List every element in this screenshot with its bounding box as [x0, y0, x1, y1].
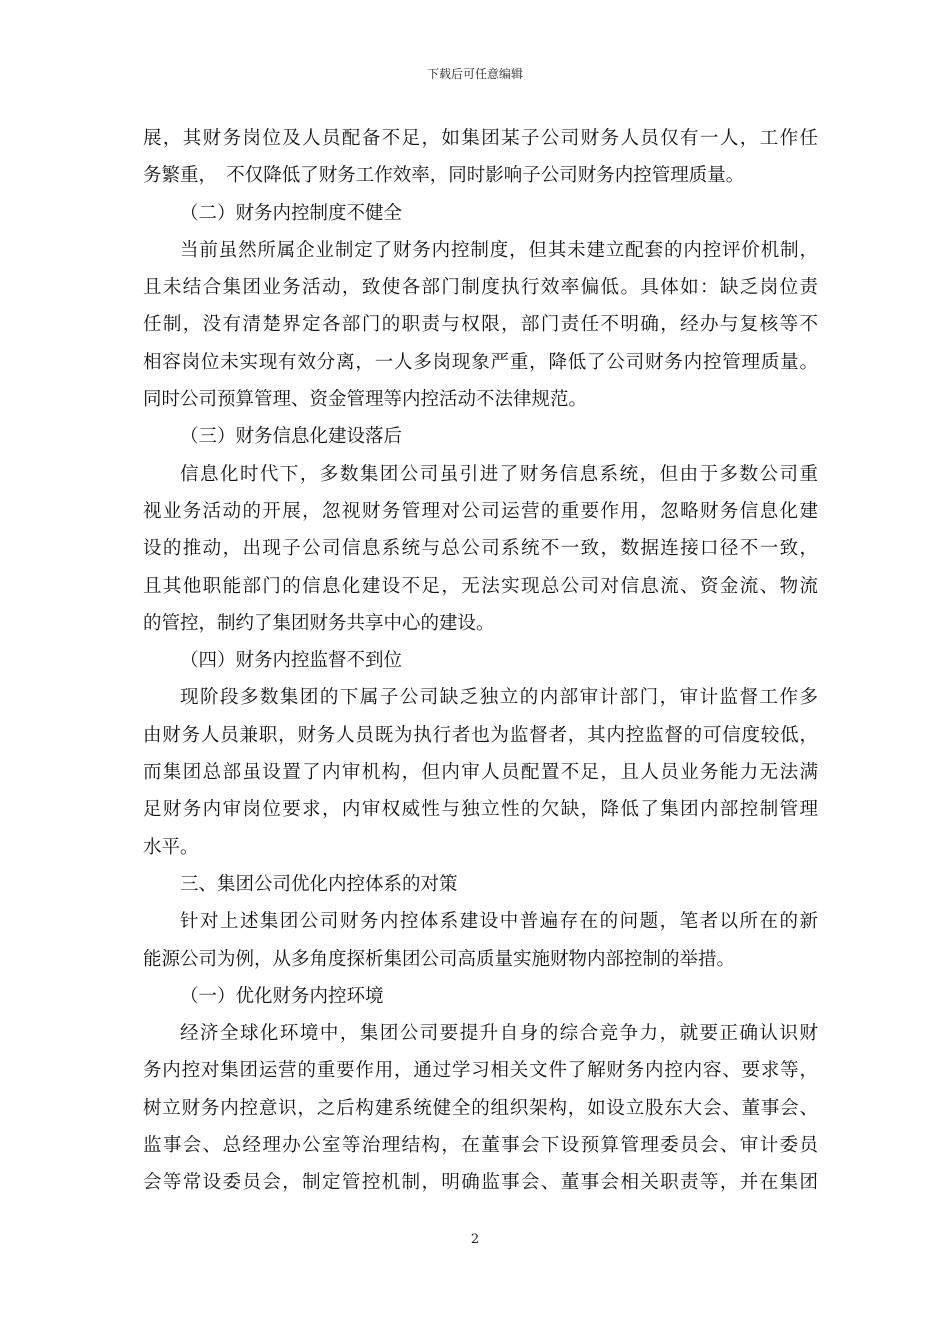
text-line: 树立财务内控意识，之后构建系统健全的组织架构，如设立股东大会、董事会、 [143, 1097, 818, 1119]
text-line: 的管控，制约了集团财务共享中心的建设。 [143, 612, 495, 634]
text-line: 监事会、总经理办公室等治理结构，在董事会下设预算管理委员会、审计委员 [143, 1135, 818, 1157]
text-line: 能源公司为例，从多角度探析集团公司高质量实施财物内部控制的举措。 [143, 948, 736, 970]
text-line: 同时公司预算管理、资金管理等内控活动不法律规范。 [143, 389, 588, 411]
section-heading: （一）优化财务内控环境 [180, 985, 384, 1007]
text-line: 务繁重， 不仅降低了财务工作效率，同时影响子公司财务内控管理质量。 [143, 165, 745, 187]
text-line: 任制，没有清楚界定各部门的职责与权限，部门责任不明确，经办与复核等不 [143, 314, 818, 336]
text-line: 由财务人员兼职，财务人员既为执行者也为监督者，其内控监督的可信度较低， [143, 724, 818, 746]
text-line: 会等常设委员会，制定管控机制，明确监事会、董事会相关职责等，并在集团 [143, 1172, 818, 1194]
document-body [143, 120, 818, 1202]
page-header: 下载后可任意编辑 [426, 67, 523, 81]
section-heading: （三）财务信息化建设落后 [180, 426, 403, 448]
text-line: 足财务内审岗位要求，内审权威性与独立性的欠缺，降低了集团内部控制管理 [143, 799, 818, 821]
text-line: 针对上述集团公司财务内控体系建设中普遍存在的问题，笔者以所在的新 [180, 911, 818, 933]
text-line: 务内控对集团运营的重要作用，通过学习相关文件了解财务内控内容、要求等， [143, 1060, 818, 1082]
text-line: 现阶段多数集团的下属子公司缺乏独立的内部审计部门，审计监督工作多 [180, 687, 818, 709]
text-line: 信息化时代下，多数集团公司虽引进了财务信息系统，但由于多数公司重 [180, 463, 818, 485]
text-line: 水平。 [143, 836, 199, 858]
text-line: 视业务活动的开展，忽视财务管理对公司运营的重要作用，忽略财务信息化建 [143, 500, 818, 522]
text-line: 经济全球化环境中，集团公司要提升自身的综合竞争力，就要正确认识财 [180, 1023, 818, 1045]
text-line: 展，其财务岗位及人员配备不足，如集团某子公司财务人员仅有一人，工作任 [143, 128, 818, 149]
text-line: 设的推动，出现子公司信息系统与总公司系统不一致，数据连接口径不一致， [143, 538, 818, 560]
text-line: 且其他职能部门的信息化建设不足，无法实现总公司对信息流、资金流、物流 [143, 575, 818, 597]
text-line: 相容岗位未实现有效分离，一人多岗现象严重，降低了公司财务内控管理质量。 [143, 351, 818, 373]
page-number: 2 [470, 1232, 480, 1247]
section-heading: 三、集团公司优化内控体系的对策 [180, 873, 458, 895]
section-heading: （四）财务内控监督不到位 [180, 650, 403, 672]
text-line: 而集团总部虽设置了内审机构，但内审人员配置不足，且人员业务能力无法满 [143, 762, 818, 784]
text-line: 且未结合集团业务活动，致使各部门制度执行效率偏低。具体如：缺乏岗位责 [143, 277, 818, 299]
text-line: 当前虽然所属企业制定了财务内控制度，但其未建立配套的内控评价机制， [180, 239, 818, 261]
section-heading: （二）财务内控制度不健全 [180, 202, 403, 224]
